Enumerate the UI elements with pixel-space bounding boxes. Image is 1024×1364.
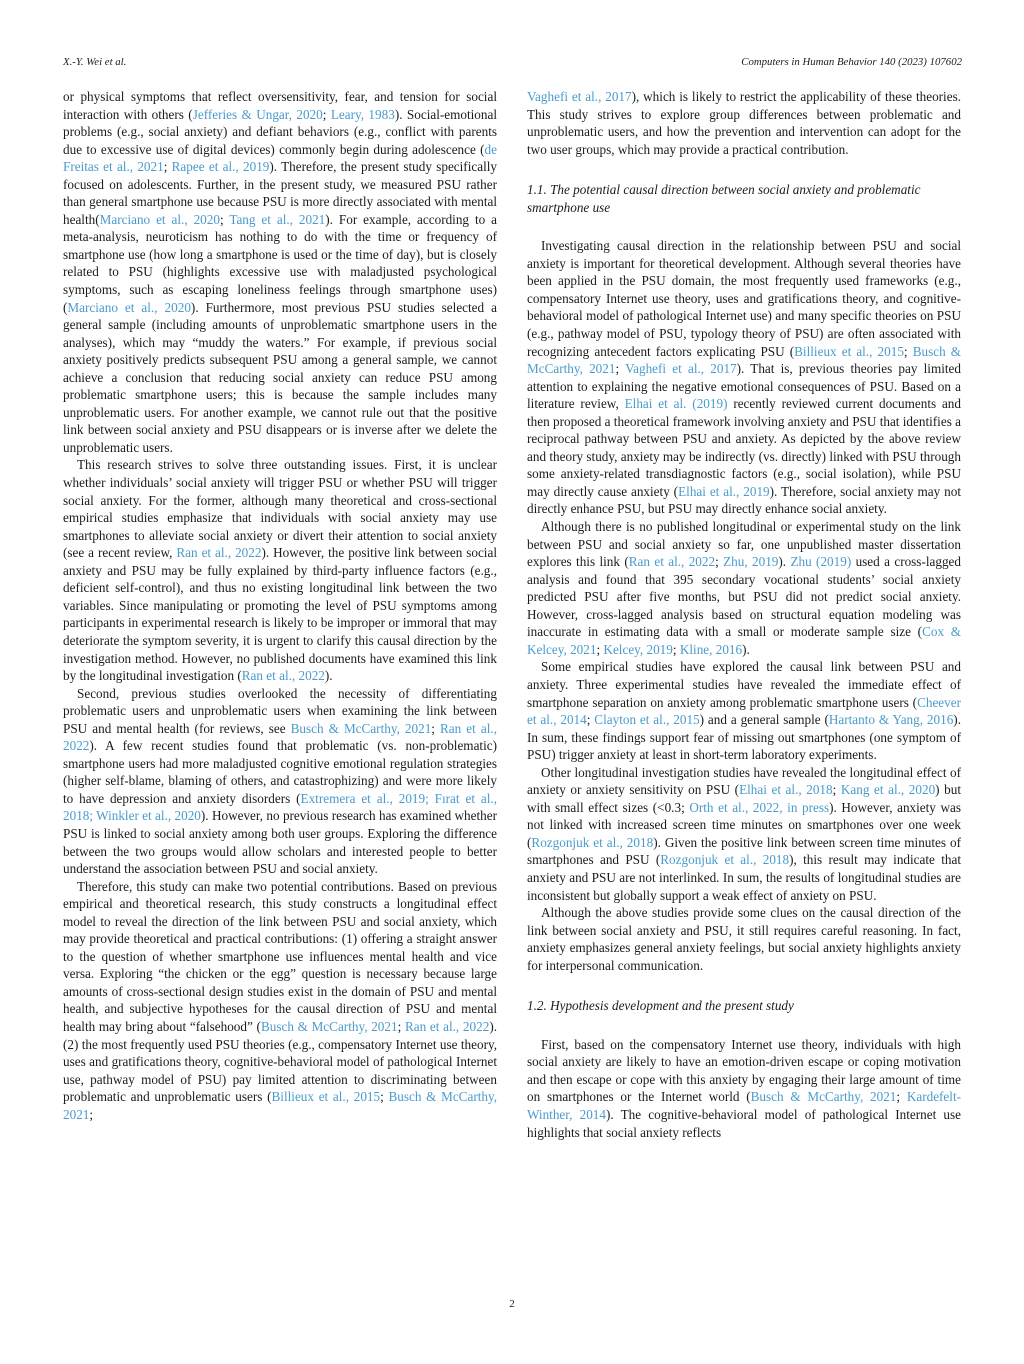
citation-link[interactable]: Kelcey, 2019 <box>603 641 673 657</box>
citation-link[interactable]: Kline, 2016 <box>679 641 743 657</box>
text-run: ). That is, previous theories pay limited attention to explaining the negative emotional consequences of PSU. Based on a literature review, <box>527 361 961 412</box>
text-run: recently reviewed current documents and then proposed a theoretical framework involving anxiety and PSU that identifies a reciprocal pathway between PSU and anxiety. As depicted by the above review and theory study, anxiety may be indirectly (vs. directly) linked with PSU through some anxiety-related transdiagnostic factors (e.g., social isolation), while PSU may directly cause anxiety ( <box>527 396 961 499</box>
citation-link[interactable]: Ran et al., 2022 <box>628 554 716 570</box>
paragraph <box>527 88 961 158</box>
text-run: ; <box>322 106 331 122</box>
citation-link[interactable]: de Freitas et al., 2021 <box>63 141 497 175</box>
citation-link[interactable]: Zhu, 2019 <box>723 554 779 570</box>
text-run: ; <box>219 211 230 227</box>
text-run: ). However, anxiety was not linked with increased screen time minutes on smartphones over one week ( <box>527 799 961 850</box>
citation-link[interactable]: Vaghefi et al., 2017 <box>625 361 737 377</box>
text-run: ), which is likely to restrict the applicability of these theories. This study strives to explore group differences between problematic and unproblematic users, and how the prevention and intervention can adopt for the two user groups, which may provide a practical contribution. <box>527 89 961 157</box>
citation-link[interactable]: Tang et al., 2021 <box>229 211 326 227</box>
text-run: ). A few recent studies found that problematic (vs. non-problematic) smartphone users had more maladjusted cognitive emotional regulation strategies (higher self-blame, blaming of others, and catastrophizing) and were more likely to have depression and anxiety disorders ( <box>63 738 497 806</box>
citation-link[interactable]: Billieux et al., 2015 <box>794 343 904 359</box>
running-head-journal: Computers in Human Behavior 140 (2023) 107602 <box>741 56 962 68</box>
paragraph <box>527 237 961 518</box>
citation-link[interactable]: Ran et al., 2022 <box>241 668 325 684</box>
citation-link[interactable]: Marciano et al., 2020 <box>99 211 220 227</box>
text-run: ; <box>397 1018 405 1034</box>
citation-link[interactable]: Elhai et al., 2018 <box>739 782 833 798</box>
page-number: 2 <box>509 1298 515 1310</box>
text-run: ). (2) the most frequently used PSU theories (e.g., compensatory Internet use theory, uses and gratifications theory, cognitive-behavioral model of pathological Internet use, pathway model of PSU) pay limited attention to discriminating between problematic and unproblematic users ( <box>63 1018 498 1105</box>
text-run: ). For example, according to a meta-analysis, neuroticism has nothing to do with the time or frequency of smartphone use (how long a smartphone is used or the time of day), but is closely related to PSU (highlights excessive use with maladjusted psychological symptoms, such as escaping loneliness feelings through smartphone uses) ( <box>63 211 497 315</box>
paragraph <box>527 658 961 763</box>
text-run: ) but with small effect sizes (<0.3; <box>527 782 961 815</box>
text-run: ). Furthermore, most previous PSU studies selected a general sample (including amounts of unproblematic smartphone users in the analyses), which may “muddy the waters.” For example, if previous social anxiety positively predicts subsequent PSU among a general sample, we cannot achieve a conclusion that reducing social anxiety can reduce PSU among problematic smartphone users; this is because the sample includes many unproblematic users. For another example, we cannot rule out that the positive link between social anxiety and PSU disappears or is inverse after we delete the unproblematic users. <box>63 299 497 455</box>
text-run: ). In sum, these findings support fear of missing out smartphones (one symptom of PSU) trigger anxiety at least in short-term laboratory experiments. <box>527 712 961 763</box>
text-run: ). <box>778 554 791 570</box>
text-run: Although there is no published longitudinal or experimental study on the link between PSU and social anxiety so far, one unpublished master dissertation explores this link ( <box>527 519 961 570</box>
two-column-body <box>63 88 962 1141</box>
text-run: ; <box>89 1106 94 1122</box>
text-run: Some empirical studies have explored the causal link between PSU and anxiety. Three experimental studies have revealed the immediate effect of smartphone separation on anxiety among problematic smartphone users ( <box>527 659 961 710</box>
text-run: used a cross-lagged analysis and found that 395 secondary vocational students’ social anxiety predicted PSU after five months, but PSU did not predict social anxiety. However, cross-lagged analysis based on structural equation modeling was inaccurate in estimating data with a small or moderate sample size ( <box>527 554 961 640</box>
citation-link[interactable]: Ran et al., 2022 <box>63 720 497 754</box>
text-run: ; <box>615 361 626 377</box>
text-run: ). However, no previous research has examined whether PSU is linked to social anxiety among both user groups. Exploring the difference between the two groups would allow scholars and interested people to better understand the association between PSU and social anxiety. <box>63 808 498 877</box>
paragraph <box>63 456 497 684</box>
text-run: ). <box>324 668 333 684</box>
citation-link[interactable]: Leary, 1983 <box>330 106 395 122</box>
text-run: ). Given the positive link between screen time minutes of smartphones and PSU ( <box>527 834 961 868</box>
citation-link[interactable]: Vaghefi et al., 2017 <box>527 89 632 104</box>
section-heading: 1.1. The potential causal direction between social anxiety and problematic smartphone use <box>527 182 921 215</box>
citation-link[interactable]: Rozgonjuk et al., 2018 <box>660 852 790 868</box>
text-run: ; <box>431 720 441 736</box>
text-run: Other longitudinal investigation studies have revealed the longitudinal effect of anxiety or anxiety sensitivity on PSU ( <box>527 764 961 798</box>
citation-link[interactable]: Busch & McCarthy, 2021 <box>260 1018 398 1034</box>
citation-link[interactable]: Busch & McCarthy, 2021 <box>290 720 432 736</box>
text-run: ). Therefore, the present study specifically focused on adolescents. Further, in the present study, we measured PSU rather than general smartphone use because PSU is more directly associated with mental health( <box>63 159 497 227</box>
text-run: ). Therefore, social anxiety may not directly enhance PSU, but PSU may directly enhance social anxiety. <box>527 483 962 517</box>
citation-link[interactable]: Ran et al., 2022 <box>404 1018 490 1034</box>
text-run: ; <box>715 554 724 570</box>
citation-link[interactable]: Cheever et al., 2014 <box>527 694 961 728</box>
citation-link[interactable]: Zhu (2019) <box>790 554 852 570</box>
text-run: Second, previous studies overlooked the necessity of differentiating problematic users and unproblematic users when examining the link between PSU and mental health (for reviews, see <box>63 685 497 736</box>
citation-link[interactable]: Rapee et al., 2019 <box>171 159 270 175</box>
text-run: ). <box>742 641 750 657</box>
paragraph <box>527 518 961 658</box>
citation-link[interactable]: Elhai et al. (2019) <box>624 396 728 412</box>
text-run: This research strives to solve three outstanding issues. First, it is unclear whether individuals’ social anxiety will trigger PSU or whether PSU will trigger social anxiety. For the former, although many theoretical and cross-sectional empirical studies emphasize that individuals with social anxiety may use smartphones to alleviate social anxiety or divert their attention to social anxiety (see a recent review, <box>63 457 497 561</box>
citation-link[interactable]: Kang et al., 2020 <box>840 782 936 798</box>
text-run: ). The cognitive-behavioral model of pathological Internet use highlights that social anxiety reflects <box>527 1106 961 1140</box>
citation-link[interactable]: Extremera et al., 2019; Fırat et al., 2018; Winkler et al., 2020 <box>63 790 497 824</box>
citation-link[interactable]: Cox & Kelcey, 2021 <box>527 624 961 657</box>
running-head <box>63 56 962 68</box>
text-run: ). Social-emotional problems (e.g., social anxiety) and defiant behaviors (e.g., conflict with parents due to excessive use of digital devices) commonly begin during adolescence ( <box>63 106 498 157</box>
text-run: ). However, the positive link between social anxiety and PSU may be fully explained by third-party influence factors (e.g., deficient self-control), and thus no existing longitudinal link between the two variables. Since manipulating or promoting the level of PSU symptoms among participants in experimental research is likely to be improper or immoral that may deteriorate the symptom severity, it is urgent to clarify this causal direction by the investigation method. However, no published documents have examined this link by the longitudinal investigation ( <box>63 545 497 684</box>
citation-link[interactable]: Hartanto & Yang, 2016 <box>828 712 954 728</box>
text-run: ; <box>903 343 913 359</box>
text-run: ; <box>672 641 680 657</box>
paragraph <box>527 764 961 904</box>
citation-link[interactable]: Orth et al., 2022, in press <box>689 799 830 815</box>
section-heading: 1.2. Hypothesis development and the present study <box>527 998 794 1014</box>
text-run: ) and a general sample ( <box>699 712 829 728</box>
right-column <box>527 88 961 1141</box>
paragraph <box>63 88 497 456</box>
text-run: Although the above studies provide some clues on the causal direction of the link between social anxiety and PSU, it still requires careful reasoning. In fact, anxiety emphasizes general anxiety feelings, but social anxiety highlights anxiety for interpersonal communication. <box>527 905 961 973</box>
citation-link[interactable]: Kardefelt-Winther, 2014 <box>527 1089 962 1122</box>
text-run: Therefore, this study can make two potential contributions. Based on previous empirical and theoretical research, this study constructs a longitudinal effect model to reveal the direction of the link between PSU and social anxiety, which may provide theoretical and practical contributions: (1) offering a straight answer to the question of whether smartphone use influences mental health and vice versa. Exploring “the chicken or the egg” question is necessary because large amounts of cross-sectional design studies exist in the domain of PSU and mental health, and subjective hypotheses for the causal direction of PSU and mental health may bring about “falsehood” ( <box>63 878 497 1034</box>
text-run: ; <box>896 1089 907 1105</box>
citation-link[interactable]: Rozgonjuk et al., 2018 <box>531 834 654 850</box>
citation-link[interactable]: Busch & McCarthy, 2021 <box>527 343 962 377</box>
citation-link[interactable]: Billieux et al., 2015 <box>271 1089 381 1105</box>
citation-link[interactable]: Busch & McCarthy, 2021 <box>750 1089 897 1105</box>
citation-link[interactable]: Ran et al., 2022 <box>176 545 262 561</box>
paragraph <box>63 685 497 878</box>
paragraph <box>63 878 497 1124</box>
paragraph <box>527 904 961 974</box>
paragraph <box>527 1036 961 1141</box>
text-run: ; <box>163 159 172 175</box>
citation-link[interactable]: Elhai et al., 2019 <box>678 483 770 499</box>
citation-link[interactable]: Busch & McCarthy, 2021 <box>63 1089 498 1122</box>
text-run: First, based on the compensatory Internet use theory, individuals with high social anxiety are likely to have an emotion-driven escape or coping motivation and then escape or cope with this anxiety by engaging their large amount of time on smartphones or the Internet world ( <box>527 1036 961 1105</box>
text-run: ; <box>596 641 604 657</box>
citation-link[interactable]: Clayton et al., 2015 <box>594 712 700 728</box>
left-column <box>63 88 497 1141</box>
citation-link[interactable]: Jefferies & Ungar, 2020 <box>192 106 323 122</box>
text-run: ), this result may indicate that anxiety and PSU are not interlinked. In sum, the results of longitudinal studies are inconsistent but globally support a weak effect of anxiety on PSU. <box>527 852 961 903</box>
text-run: ; <box>380 1089 389 1105</box>
text-run: ; <box>586 712 595 728</box>
text-run: ; <box>832 782 841 798</box>
citation-link[interactable]: Marciano et al., 2020 <box>67 299 191 315</box>
text-run: or physical symptoms that reflect oversensitivity, fear, and tension for social interaction with others ( <box>63 89 497 122</box>
running-head-authors: X.-Y. Wei et al. <box>63 56 127 68</box>
text-run: Investigating causal direction in the relationship between PSU and social anxiety is important for theoretical development. Although several theories have been applied in the PSU domain, the most frequently used frameworks (e.g., compensatory Internet use theory, uses and gratifications theory, and cognitive-behavioral model of pathological Internet use) and many specific theories on PSU (e.g., pathway model of PSU, typology theory of PSU) are often associated with recognizing antecedent factors explicating PSU ( <box>527 238 961 359</box>
